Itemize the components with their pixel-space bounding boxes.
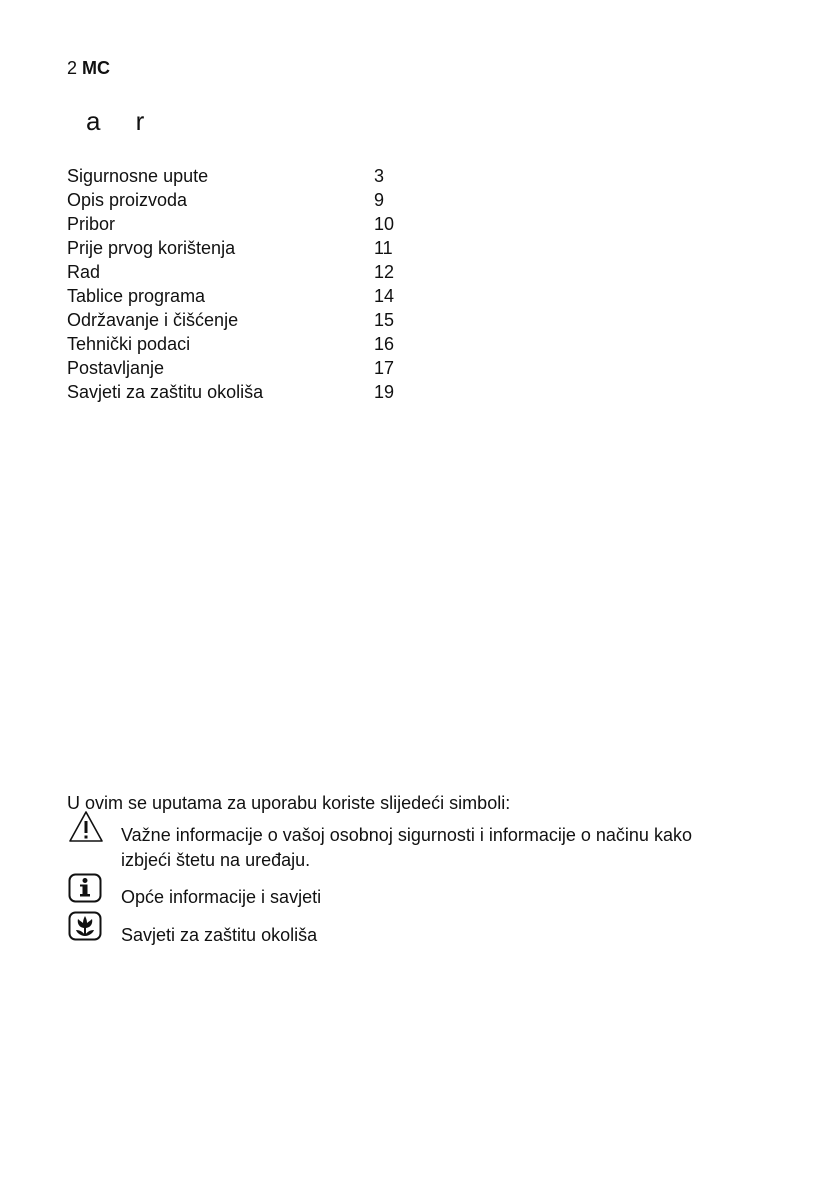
toc-page: 3 <box>374 166 385 186</box>
symbol-text-line: izbjeći štetu na uređaju. <box>121 850 311 870</box>
symbol-text-line: Važne informacije o vašoj osobnoj sigurnosti i informacije o načinu kako <box>121 825 692 845</box>
toc-row <box>67 188 427 212</box>
toc-page: 10 <box>374 214 395 234</box>
symbol-info-text <box>121 885 771 910</box>
symbol-environment-text <box>121 923 771 948</box>
toc-label: Postavljanje <box>67 358 165 378</box>
toc-label: Sigurnosne upute <box>67 166 209 186</box>
toc-label: Savjeti za zaštitu okoliša <box>67 382 264 402</box>
toc-row <box>67 332 427 356</box>
page-number: 2 <box>67 58 78 78</box>
symbol-text-line: Opće informacije i savjeti <box>121 887 322 907</box>
symbols-intro: U ovim se uputama za uporabu koriste slijedeći simboli: <box>67 793 511 813</box>
toc-row <box>67 260 427 284</box>
toc-row <box>67 356 427 380</box>
toc-label: Tehnički podaci <box>67 334 191 354</box>
toc-page: 19 <box>374 382 395 402</box>
toc-row <box>67 236 427 260</box>
toc-row <box>67 164 427 188</box>
toc-label: Održavanje i čišćenje <box>67 310 239 330</box>
toc-label: Rad <box>67 262 101 282</box>
toc-page: 12 <box>374 262 395 282</box>
warning-icon <box>68 810 104 843</box>
info-icon <box>68 873 102 903</box>
page-title: a r <box>86 106 159 136</box>
symbol-warning-text <box>121 823 771 873</box>
toc-label: Prije prvog korištenja <box>67 238 236 258</box>
symbol-text-line: Savjeti za zaštitu okoliša <box>121 925 318 945</box>
toc-page: 17 <box>374 358 395 378</box>
toc-label: Opis proizvoda <box>67 190 188 210</box>
toc-page: 9 <box>374 190 385 210</box>
toc-page: 15 <box>374 310 395 330</box>
brand-label: MC <box>82 58 111 78</box>
toc-page: 16 <box>374 334 395 354</box>
page-header <box>67 58 110 79</box>
toc-page: 14 <box>374 286 395 306</box>
environment-icon <box>68 911 102 941</box>
toc-label: Pribor <box>67 214 116 234</box>
toc-page: 11 <box>374 238 393 258</box>
toc-row <box>67 380 427 404</box>
toc-row <box>67 308 427 332</box>
toc-label: Tablice programa <box>67 286 206 306</box>
toc-row <box>67 284 427 308</box>
toc-row <box>67 212 427 236</box>
table-of-contents <box>67 164 427 404</box>
